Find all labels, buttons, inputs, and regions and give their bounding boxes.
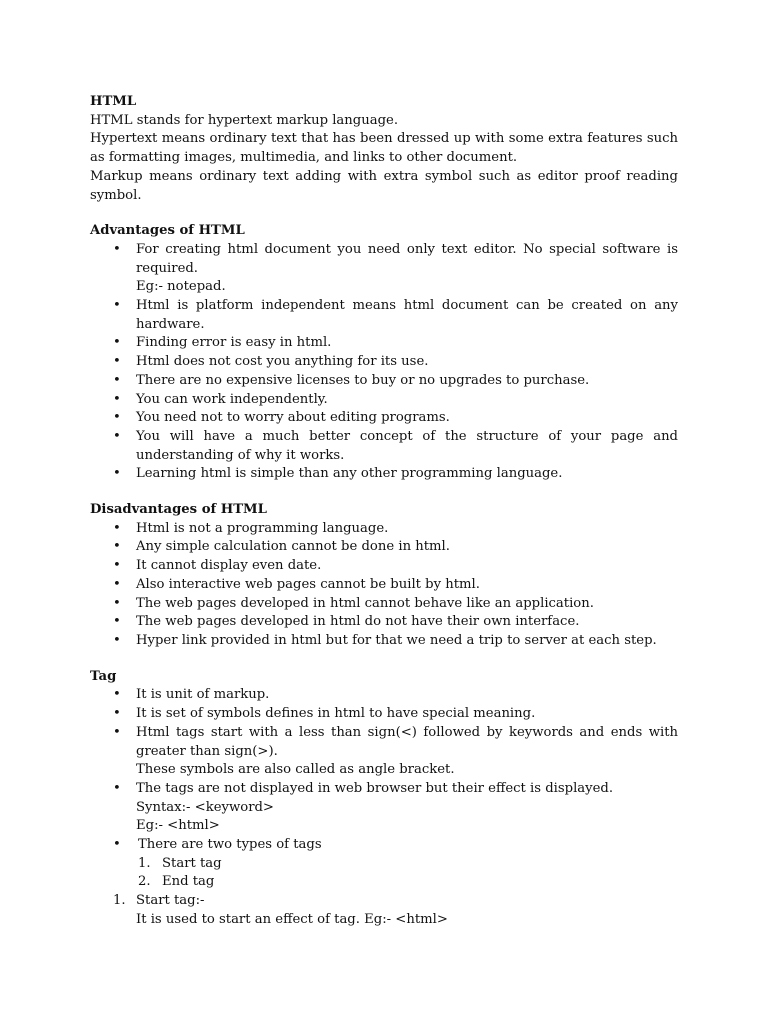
list-item-text: It is set of symbols defines in html to have special meaning. bbox=[136, 706, 536, 722]
start-tag-section bbox=[90, 892, 678, 929]
spacer bbox=[90, 205, 678, 222]
list-item bbox=[90, 538, 678, 557]
disadvantages-list bbox=[90, 520, 678, 651]
list-item-text: The web pages developed in html do not have their own interface. bbox=[136, 614, 580, 630]
list-item-text: Syntax:- <keyword> bbox=[136, 799, 274, 815]
item-label: End tag bbox=[162, 874, 215, 890]
list-item-text: You need not to worry about editing programs. bbox=[136, 410, 450, 426]
document-page bbox=[90, 93, 678, 930]
list-item bbox=[90, 372, 678, 391]
disadvantages-heading: Disadvantages of HTML bbox=[90, 502, 267, 518]
list-item-text: Hyper link provided in html but for that we need a trip to server at each step. bbox=[136, 632, 657, 648]
hypertext-definition: Hypertext means ordinary text that has been dressed up with some extra features such as formatting images, multimedia, and links to other document. bbox=[90, 131, 678, 166]
list-item bbox=[90, 576, 678, 595]
list-item-text: Finding error is easy in html. bbox=[136, 335, 332, 351]
list-item-text: It is unit of markup. bbox=[136, 687, 270, 703]
list-item-text: There are two types of tags bbox=[138, 837, 322, 853]
html-heading: HTML bbox=[90, 94, 137, 109]
list-item bbox=[90, 686, 678, 705]
list-item bbox=[90, 409, 678, 428]
html-definition: HTML stands for hypertext markup language. bbox=[90, 112, 399, 128]
spacer bbox=[90, 651, 678, 668]
list-item-text: Eg:- notepad. bbox=[136, 279, 226, 295]
list-item bbox=[90, 613, 678, 632]
syntax-line bbox=[90, 799, 678, 818]
list-item bbox=[90, 428, 678, 465]
list-item-continuation bbox=[90, 761, 678, 780]
list-item bbox=[90, 297, 678, 334]
list-item-text: Html is not a programming language. bbox=[136, 520, 389, 536]
list-item bbox=[90, 520, 678, 539]
list-item-text: Html is platform independent means html document can be created on any hardware. bbox=[136, 298, 678, 332]
list-item bbox=[90, 595, 678, 614]
item-number: 1. bbox=[113, 893, 126, 909]
list-item-text: Eg:- <html> bbox=[136, 818, 220, 834]
example-line bbox=[90, 817, 678, 836]
list-item bbox=[90, 334, 678, 353]
list-item bbox=[90, 836, 678, 855]
list-item-text: For creating html document you need only text editor. No special software is required. bbox=[136, 241, 678, 276]
list-item-text: Also interactive web pages cannot be built by html. bbox=[136, 576, 480, 592]
list-item-continuation bbox=[90, 278, 678, 297]
tag-heading: Tag bbox=[90, 668, 117, 684]
item-label: Start tag bbox=[162, 855, 222, 871]
tag-types-list bbox=[90, 855, 678, 892]
tag-type-item bbox=[90, 873, 678, 892]
item-number: 1. bbox=[138, 855, 151, 871]
list-item bbox=[90, 705, 678, 724]
list-item bbox=[90, 557, 678, 576]
tag-list bbox=[90, 686, 678, 854]
advantages-heading: Advantages of HTML bbox=[90, 223, 245, 239]
list-item-text: It is used to start an effect of tag. Eg:- <html> bbox=[136, 911, 448, 927]
list-item-text: The web pages developed in html cannot behave like an application. bbox=[136, 595, 594, 611]
list-item-text: You will have a much better concept of the structure of your page and understanding of why it works. bbox=[136, 428, 678, 463]
list-item bbox=[90, 241, 678, 278]
markup-definition: Markup means ordinary text adding with extra symbol such as editor proof reading symbol. bbox=[90, 168, 678, 203]
list-item-text: Html does not cost you anything for its use. bbox=[136, 354, 429, 370]
advantages-list bbox=[90, 241, 678, 484]
list-item-text: It cannot display even date. bbox=[136, 558, 322, 574]
spacer bbox=[90, 484, 678, 501]
start-tag-item bbox=[90, 892, 678, 911]
list-item-text: Any simple calculation cannot be done in html. bbox=[136, 539, 450, 555]
list-item-text: You can work independently. bbox=[136, 391, 328, 407]
list-item-text: The tags are not displayed in web browser but their effect is displayed. bbox=[136, 780, 614, 796]
tag-type-item bbox=[90, 855, 678, 874]
list-item-text: These symbols are also called as angle bracket. bbox=[136, 762, 455, 778]
list-item-text: Learning html is simple than any other programming language. bbox=[136, 466, 563, 482]
list-item bbox=[90, 780, 678, 799]
list-item bbox=[90, 391, 678, 410]
list-item bbox=[90, 465, 678, 484]
list-item bbox=[90, 724, 678, 761]
list-item-text: There are no expensive licenses to buy or no upgrades to purchase. bbox=[136, 372, 590, 388]
item-number: 2. bbox=[138, 874, 151, 890]
item-label: Start tag:- bbox=[136, 893, 205, 909]
start-tag-description bbox=[90, 911, 678, 930]
list-item bbox=[90, 353, 678, 372]
list-item bbox=[90, 632, 678, 651]
list-item-text: Html tags start with a less than sign(<) followed by keywords and ends with greater than sign(>). bbox=[136, 724, 678, 759]
